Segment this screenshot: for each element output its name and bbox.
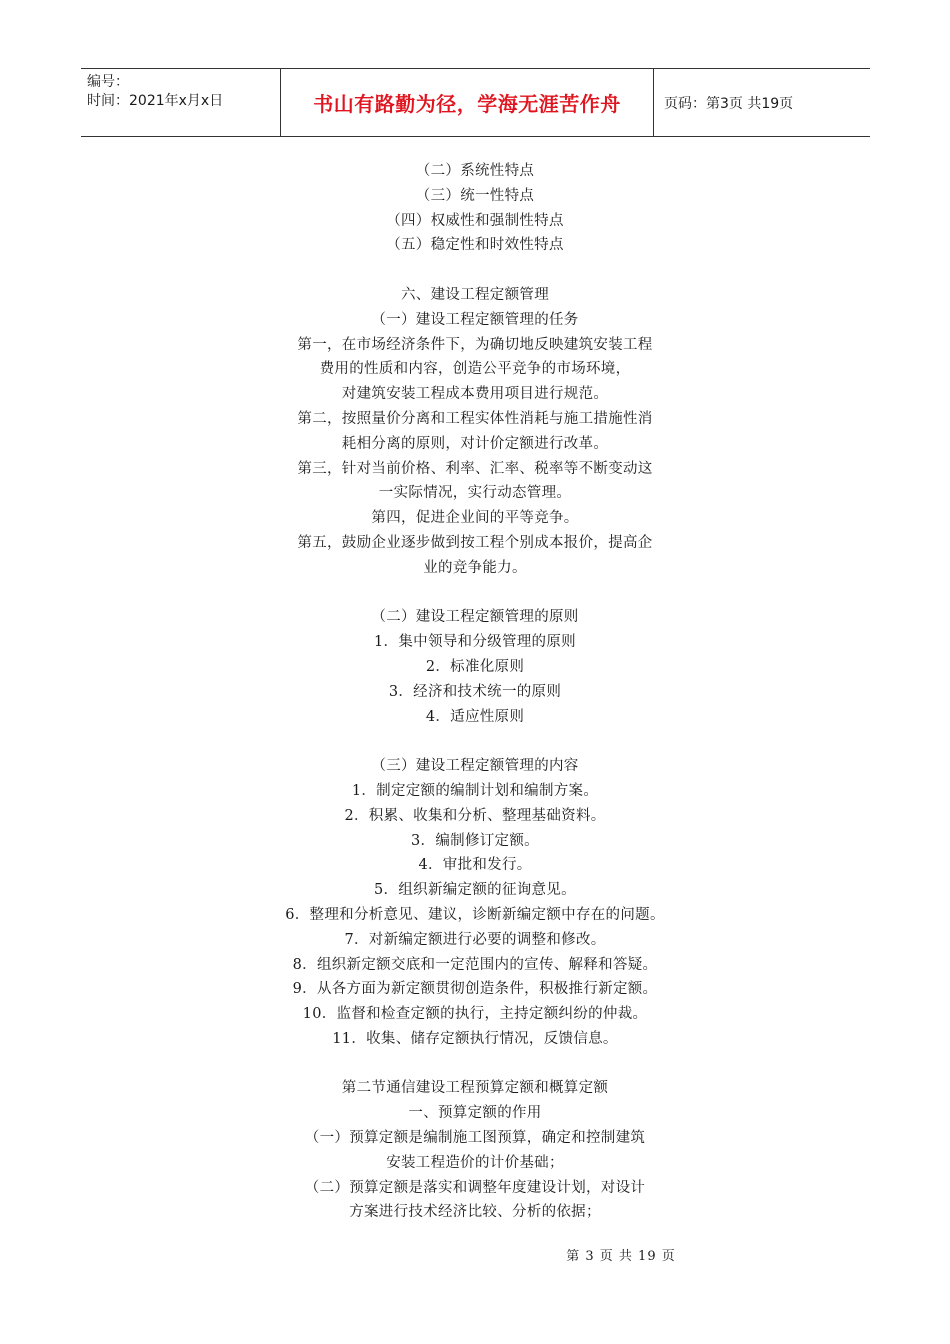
page-footer: 第 3 页 共 19 页 — [566, 1249, 676, 1264]
text-line: 第二，按照量价分离和工程实体性消耗与施工措施性消 — [297, 410, 653, 427]
text-line: 方案进行技术经济比较、分析的依据； — [349, 1204, 601, 1221]
text-line: 一、预算定额的作用 — [408, 1105, 542, 1122]
text-line: 第一，在市场经济条件下，为确切地反映建筑安装工程 — [297, 336, 653, 353]
text-line: （二）预算定额是落实和调整年度建设计划，对设计 — [304, 1179, 646, 1196]
text-line: 8．组织新定额交底和一定范围内的宣传、解释和答疑。 — [292, 956, 658, 973]
text-line: 一实际情况，实行动态管理。 — [378, 485, 572, 502]
text-line: （三）统一性特点 — [415, 187, 535, 204]
blank-line — [200, 581, 750, 606]
text-line: 4．适应性原则 — [425, 708, 525, 725]
text-line: 2．标准化原则 — [425, 658, 525, 675]
text-line: （一）建设工程定额管理的任务 — [371, 311, 579, 328]
text-line: 4．审批和发行。 — [418, 857, 532, 874]
document-number: 编号： — [87, 74, 129, 90]
header-meta — [81, 69, 281, 136]
text-line: （五）稳定性和时效性特点 — [386, 237, 564, 254]
text-line: 10．监督和检查定额的执行，主持定额纠纷的仲裁。 — [302, 1006, 648, 1023]
text-line: （二）系统性特点 — [415, 163, 535, 179]
text-line: 六、建设工程定额管理 — [401, 286, 549, 303]
text-line: 1．集中领导和分级管理的原则 — [374, 634, 576, 651]
text-line: 第四，促进企业间的平等竞争。 — [371, 510, 579, 527]
text-line: 3．编制修订定额。 — [411, 832, 539, 849]
text-line: 费用的性质和内容，创造公平竞争的市场环境， — [319, 361, 631, 378]
blank-line — [200, 1052, 750, 1077]
text-line: 耗相分离的原则，对计价定额进行改革。 — [341, 435, 609, 452]
text-line: （四）权威性和强制性特点 — [386, 212, 564, 229]
text-line: 7．对新编定额进行必要的调整和修改。 — [344, 931, 606, 948]
text-line: 安装工程造价的计价基础； — [386, 1154, 564, 1171]
text-line: 9．从各方面为新定额贯彻创造条件，积极推行新定额。 — [292, 981, 658, 998]
text-line: 3．经济和技术统一的原则 — [388, 683, 562, 700]
text-line: 对建筑安装工程成本费用项目进行规范。 — [341, 386, 609, 403]
text-line: 第二节通信建设工程预算定额和概算定额 — [341, 1080, 609, 1097]
text-line: （一）预算定额是编制施工图预算，确定和控制建筑 — [304, 1130, 646, 1147]
blank-line — [200, 729, 750, 754]
text-line: 第三，针对当前价格、利率、汇率、税率等不断变动这 — [297, 460, 653, 477]
text-line: 业的竞争能力。 — [423, 559, 527, 576]
text-line: 2．积累、收集和分析、整理基础资料。 — [344, 807, 606, 824]
text-line: 6．整理和分析意见、建议，诊断新编定额中存在的问题。 — [285, 906, 665, 923]
text-line: （三）建设工程定额管理的内容 — [371, 758, 579, 775]
document-body — [200, 159, 750, 1225]
text-line: 1．制定定额的编制计划和编制方案。 — [351, 782, 599, 799]
text-line: 11．收集、储存定额执行情况，反馈信息。 — [332, 1030, 618, 1047]
header-motto: 书山有路勤为径，学海无涯苦作舟 — [281, 69, 654, 136]
page-header — [81, 68, 870, 137]
text-line: （二）建设工程定额管理的原则 — [371, 609, 579, 626]
header-page-number: 页码：第3页 共19页 — [664, 95, 794, 112]
text-line: 第五，鼓励企业逐步做到按工程个别成本报价，提高企 — [297, 534, 653, 551]
document-date: 时间：2021年x月x日 — [87, 93, 224, 109]
blank-line — [200, 258, 750, 283]
text-line: 5．组织新编定额的征询意见。 — [374, 882, 576, 899]
